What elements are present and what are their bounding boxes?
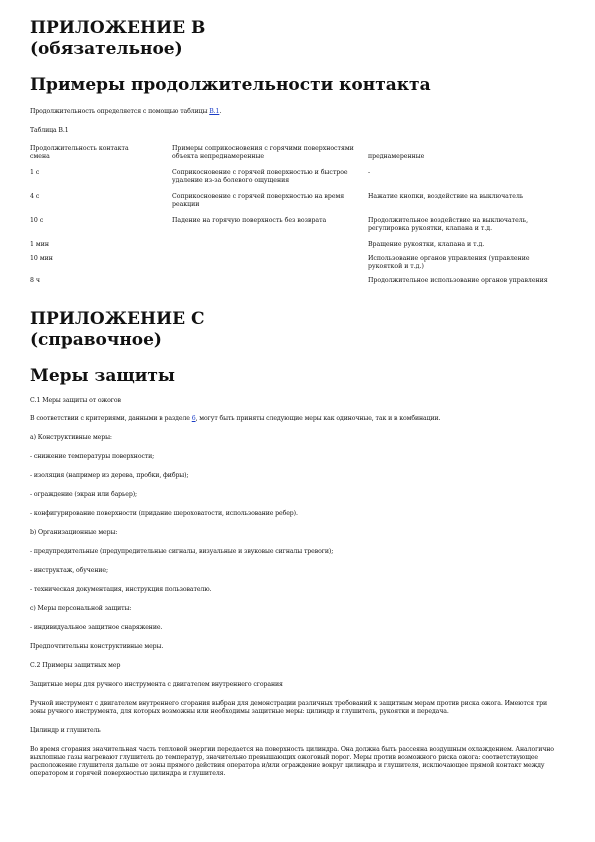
section-6-link[interactable]: 6 <box>191 415 196 422</box>
table-header-row <box>30 145 565 169</box>
table-b1-link[interactable]: В.1 <box>209 108 220 115</box>
example-paragraph: Ручной инструмент с двигателем внутреннего сгорания выбран для демонстрации различных требований к защитным мерам против риска ожога. Имеются три зоны ручного инструмента, для которых возможны или необходимы защитные меры: цилиндр и глушитель, рукоятки и передача. <box>30 700 548 715</box>
table-cell: Нажатие кнопки, воздействие на выключатель <box>368 193 524 200</box>
appendix-b-intro <box>30 108 565 116</box>
intro-text: Продолжительность определяется с помощью таблицы <box>30 108 210 115</box>
c1-intro-end: , могут быть приняты следующие меры как одиночные, так и в комбинации. <box>195 415 441 422</box>
list-item: - ограждение (экран или барьер); <box>30 491 138 498</box>
list-item: - изоляция (например из дерева, пробки, фибры); <box>30 472 189 479</box>
subsection-c1-title: С.1 Меры защиты от ожогов <box>30 397 121 404</box>
table-row <box>30 241 565 255</box>
table-row <box>30 255 565 277</box>
c1-intro-text: В соответствии с критериями, данными в разделе <box>30 415 192 422</box>
table-cell <box>172 241 368 255</box>
table-header-cell: Продолжительность контакта смена <box>30 145 129 160</box>
subsection-c2-title: С.2 Примеры защитных мер <box>30 662 121 669</box>
table-header-cell: Примеры соприкосновения с горячими поверхностями объекта непреднамеренные <box>172 145 354 160</box>
group-b-title: b) Организационные меры: <box>30 529 118 536</box>
table-cell: - <box>368 169 371 176</box>
list-item: - индивидуальное защитное снаряжение. <box>30 624 163 631</box>
table-cell: Соприкосновение с горячей поверхностью на время реакции <box>172 193 345 208</box>
list-item: - техническая документация, инструкция пользователю. <box>30 586 212 593</box>
example-title: Защитные меры для ручного инструмента с двигателем внутреннего сгорания <box>30 681 283 688</box>
appendix-b-status: (обязательное) <box>30 39 183 59</box>
table-cell: Продолжительное воздействие на выключатель, регулировка рукоятки, клапана и т.д. <box>368 217 529 232</box>
table-row <box>30 217 565 241</box>
table-cell: 1 мин <box>30 241 49 248</box>
table-cell: 10 с <box>30 217 44 224</box>
table-cell: Падение на горячую поверхность без возврата <box>172 217 327 224</box>
table-cell: Использование органов управления (управление рукояткой и т.д.) <box>368 255 530 270</box>
table-cell: Соприкосновение с горячей поверхностью и быстрое удаление из-за болевого ощущения <box>172 169 348 184</box>
table-cell: 1 с <box>30 169 40 176</box>
appendix-c-title <box>30 309 565 351</box>
table-header-cell: преднамеренные <box>368 153 425 160</box>
table-row <box>30 277 565 295</box>
table-cell: 8 ч <box>30 277 40 284</box>
cylinder-title: Цилиндр и глушитель <box>30 727 101 734</box>
appendix-b-heading: Примеры продолжительности контакта <box>30 75 431 95</box>
appendix-c-status: (справочное) <box>30 330 162 350</box>
table-cell <box>172 277 368 295</box>
intro-end: . <box>219 108 222 115</box>
appendix-c-label: ПРИЛОЖЕНИЕ С <box>30 309 205 329</box>
appendix-b-title <box>30 18 565 60</box>
list-item: - конфигурирование поверхности (придание шероховатости, использование ребер). <box>30 510 298 517</box>
table-cell: 4 с <box>30 193 40 200</box>
table-cell: 10 мин <box>30 255 53 262</box>
table-caption: Таблица В.1 <box>30 127 69 134</box>
group-c-title: с) Меры персональной защиты: <box>30 605 132 612</box>
table-row <box>30 169 565 193</box>
table-cell: Продолжительное использование органов управления <box>368 277 548 284</box>
c1-intro <box>30 415 565 423</box>
table-cell <box>172 255 368 277</box>
contact-duration-table <box>30 145 565 295</box>
cylinder-paragraph: Во время сгорания значительная часть тепловой энергии передается на поверхность цилиндра. Она должна быть рассеяна воздушным охлаждением. Аналогично выхлопные газы нагревают глушитель до температур, значительно превышающих ожоговый порог. Меры против возможного риска ожога: соответствующее расположение глушителя дальше от зоны прямого действия оператора и/или ограждение вокруг цилиндра и глушителя, исключающее прямой контакт между оператором и горячей поверхностью цилиндра и глушителя. <box>30 746 554 777</box>
table-cell: Вращение рукоятки, клапана и т.д. <box>368 241 485 248</box>
preferred-measures: Предпочтительны конструктивные меры. <box>30 643 164 650</box>
appendix-b-label: ПРИЛОЖЕНИЕ В <box>30 18 206 38</box>
list-item: - предупредительные (предупредительные сигналы, визуальные и звуковые сигналы тревоги); <box>30 548 334 555</box>
appendix-c-heading: Меры защиты <box>30 366 175 386</box>
list-item: - снижение температуры поверхности; <box>30 453 155 460</box>
group-a-title: а) Конструктивные меры: <box>30 434 112 441</box>
table-row <box>30 193 565 217</box>
list-item: - инструктаж, обучение; <box>30 567 108 574</box>
